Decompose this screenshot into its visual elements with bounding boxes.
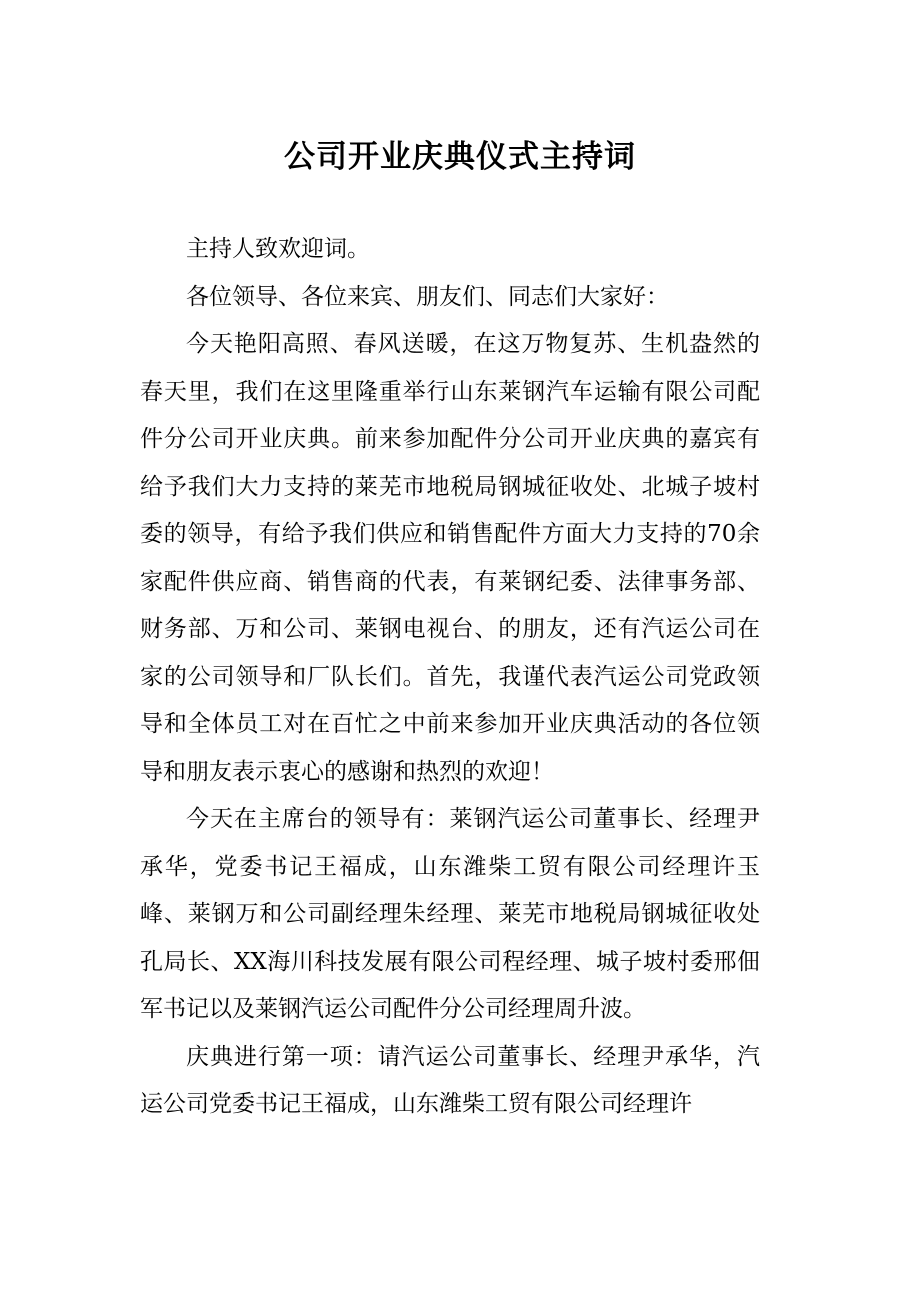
paragraph-opening: 今天艳阳高照、春风送暖，在这万物复苏、生机盎然的春天里，我们在这里隆重举行山东莱钢汽车运输有限公司配件分公司开业庆典。前来参加配件分公司开业庆典的嘉宾有给予我们大力支持的莱芜市地税局钢城征收处、北城子坡村委的领导，有给予我们供应和销售配件方面大力支持的70余家配件供应商、销售商的代表，有莱钢纪委、法律事务部、财务部、万和公司、莱钢电视台、的朋友，还有汽运公司在家的公司领导和厂队长们。首先，我谨代表汽运公司党政领导和全体员工对在百忙之中前来参加开业庆典活动的各位领导和朋友表示衷心的感谢和热烈的欢迎！ [140, 331, 760, 785]
paragraph-platform-leaders: 今天在主席台的领导有：莱钢汽运公司董事长、经理尹承华，党委书记王福成，山东潍柴工贸有限公司经理许玉峰、莱钢万和公司副经理朱经理、莱芜市地税局钢城征收处孔局长、XX海川科技发展有限公司程经理、城子坡村委邢佃军书记以及莱钢汽运公司配件分公司经理周升波。 [140, 806, 760, 1022]
paragraph-greeting: 各位领导、各位来宾、朋友们、同志们大家好： [186, 283, 669, 310]
paragraph-welcome-heading: 主持人致欢迎词。 [186, 236, 370, 262]
document-body [140, 226, 760, 1129]
document-title: 公司开业庆典仪式主持词 [284, 138, 636, 175]
paragraph-ceremony-item-one: 庆典进行第一项：请汽运公司董事长、经理尹承华，汽运公司党委书记王福成，山东潍柴工贸有限公司经理许 [140, 1043, 760, 1117]
